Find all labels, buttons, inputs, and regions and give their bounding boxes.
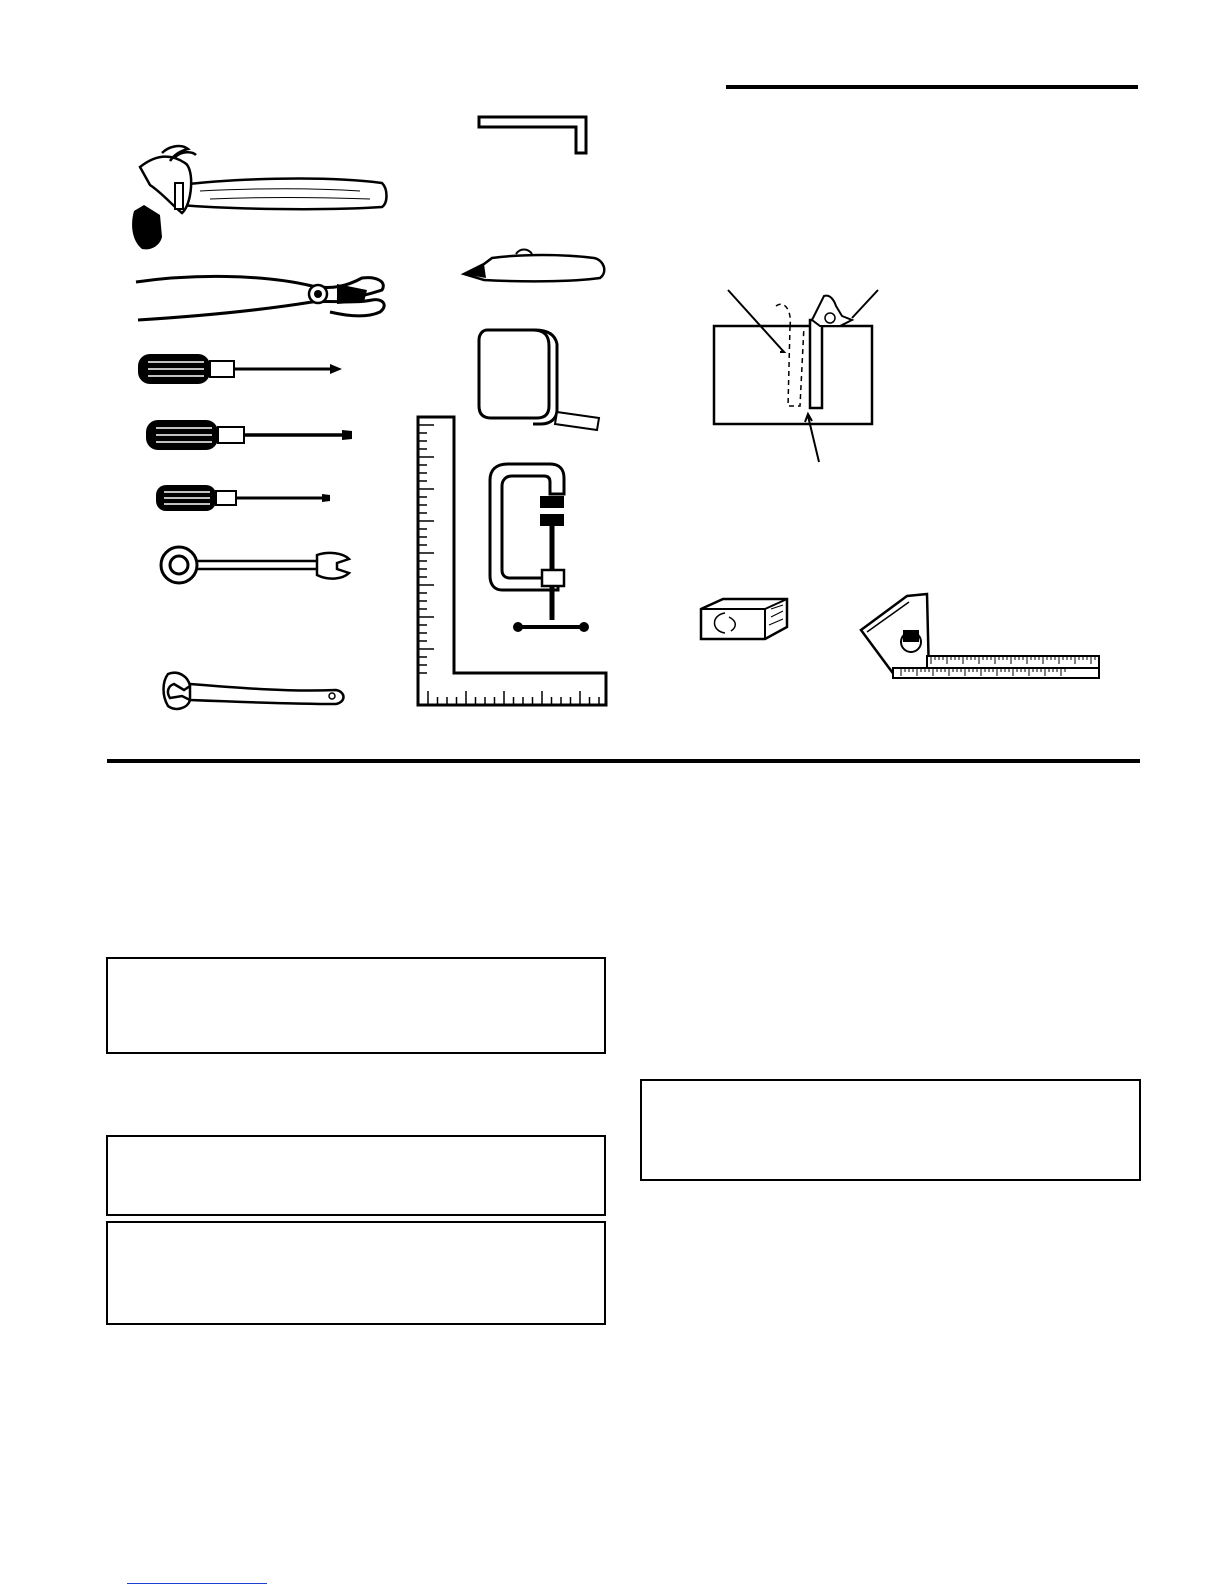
notice-box <box>106 957 606 1054</box>
notice-box <box>106 1221 606 1325</box>
notice-box <box>106 1135 606 1216</box>
utility-knife-icon <box>462 246 612 288</box>
adjustable-wrench-icon <box>160 666 350 716</box>
section-rule <box>107 759 1140 763</box>
combination-wrench-icon <box>157 541 357 591</box>
slip-joint-pliers-icon <box>132 268 392 338</box>
flat-screwdriver-large-icon <box>142 416 362 456</box>
notice-box <box>640 1079 1141 1181</box>
combination-square-icon <box>857 590 1107 690</box>
flat-screwdriver-small-icon <box>152 481 337 515</box>
claw-hammer-icon <box>120 145 390 255</box>
c-clamp-icon <box>488 460 588 640</box>
board-with-square-icon <box>712 286 892 466</box>
footer-link[interactable] <box>127 1583 267 1584</box>
wood-block-icon <box>697 595 797 645</box>
phillips-screwdriver-icon <box>134 350 349 390</box>
hex-key-icon <box>476 113 596 157</box>
header-rule <box>726 85 1138 89</box>
